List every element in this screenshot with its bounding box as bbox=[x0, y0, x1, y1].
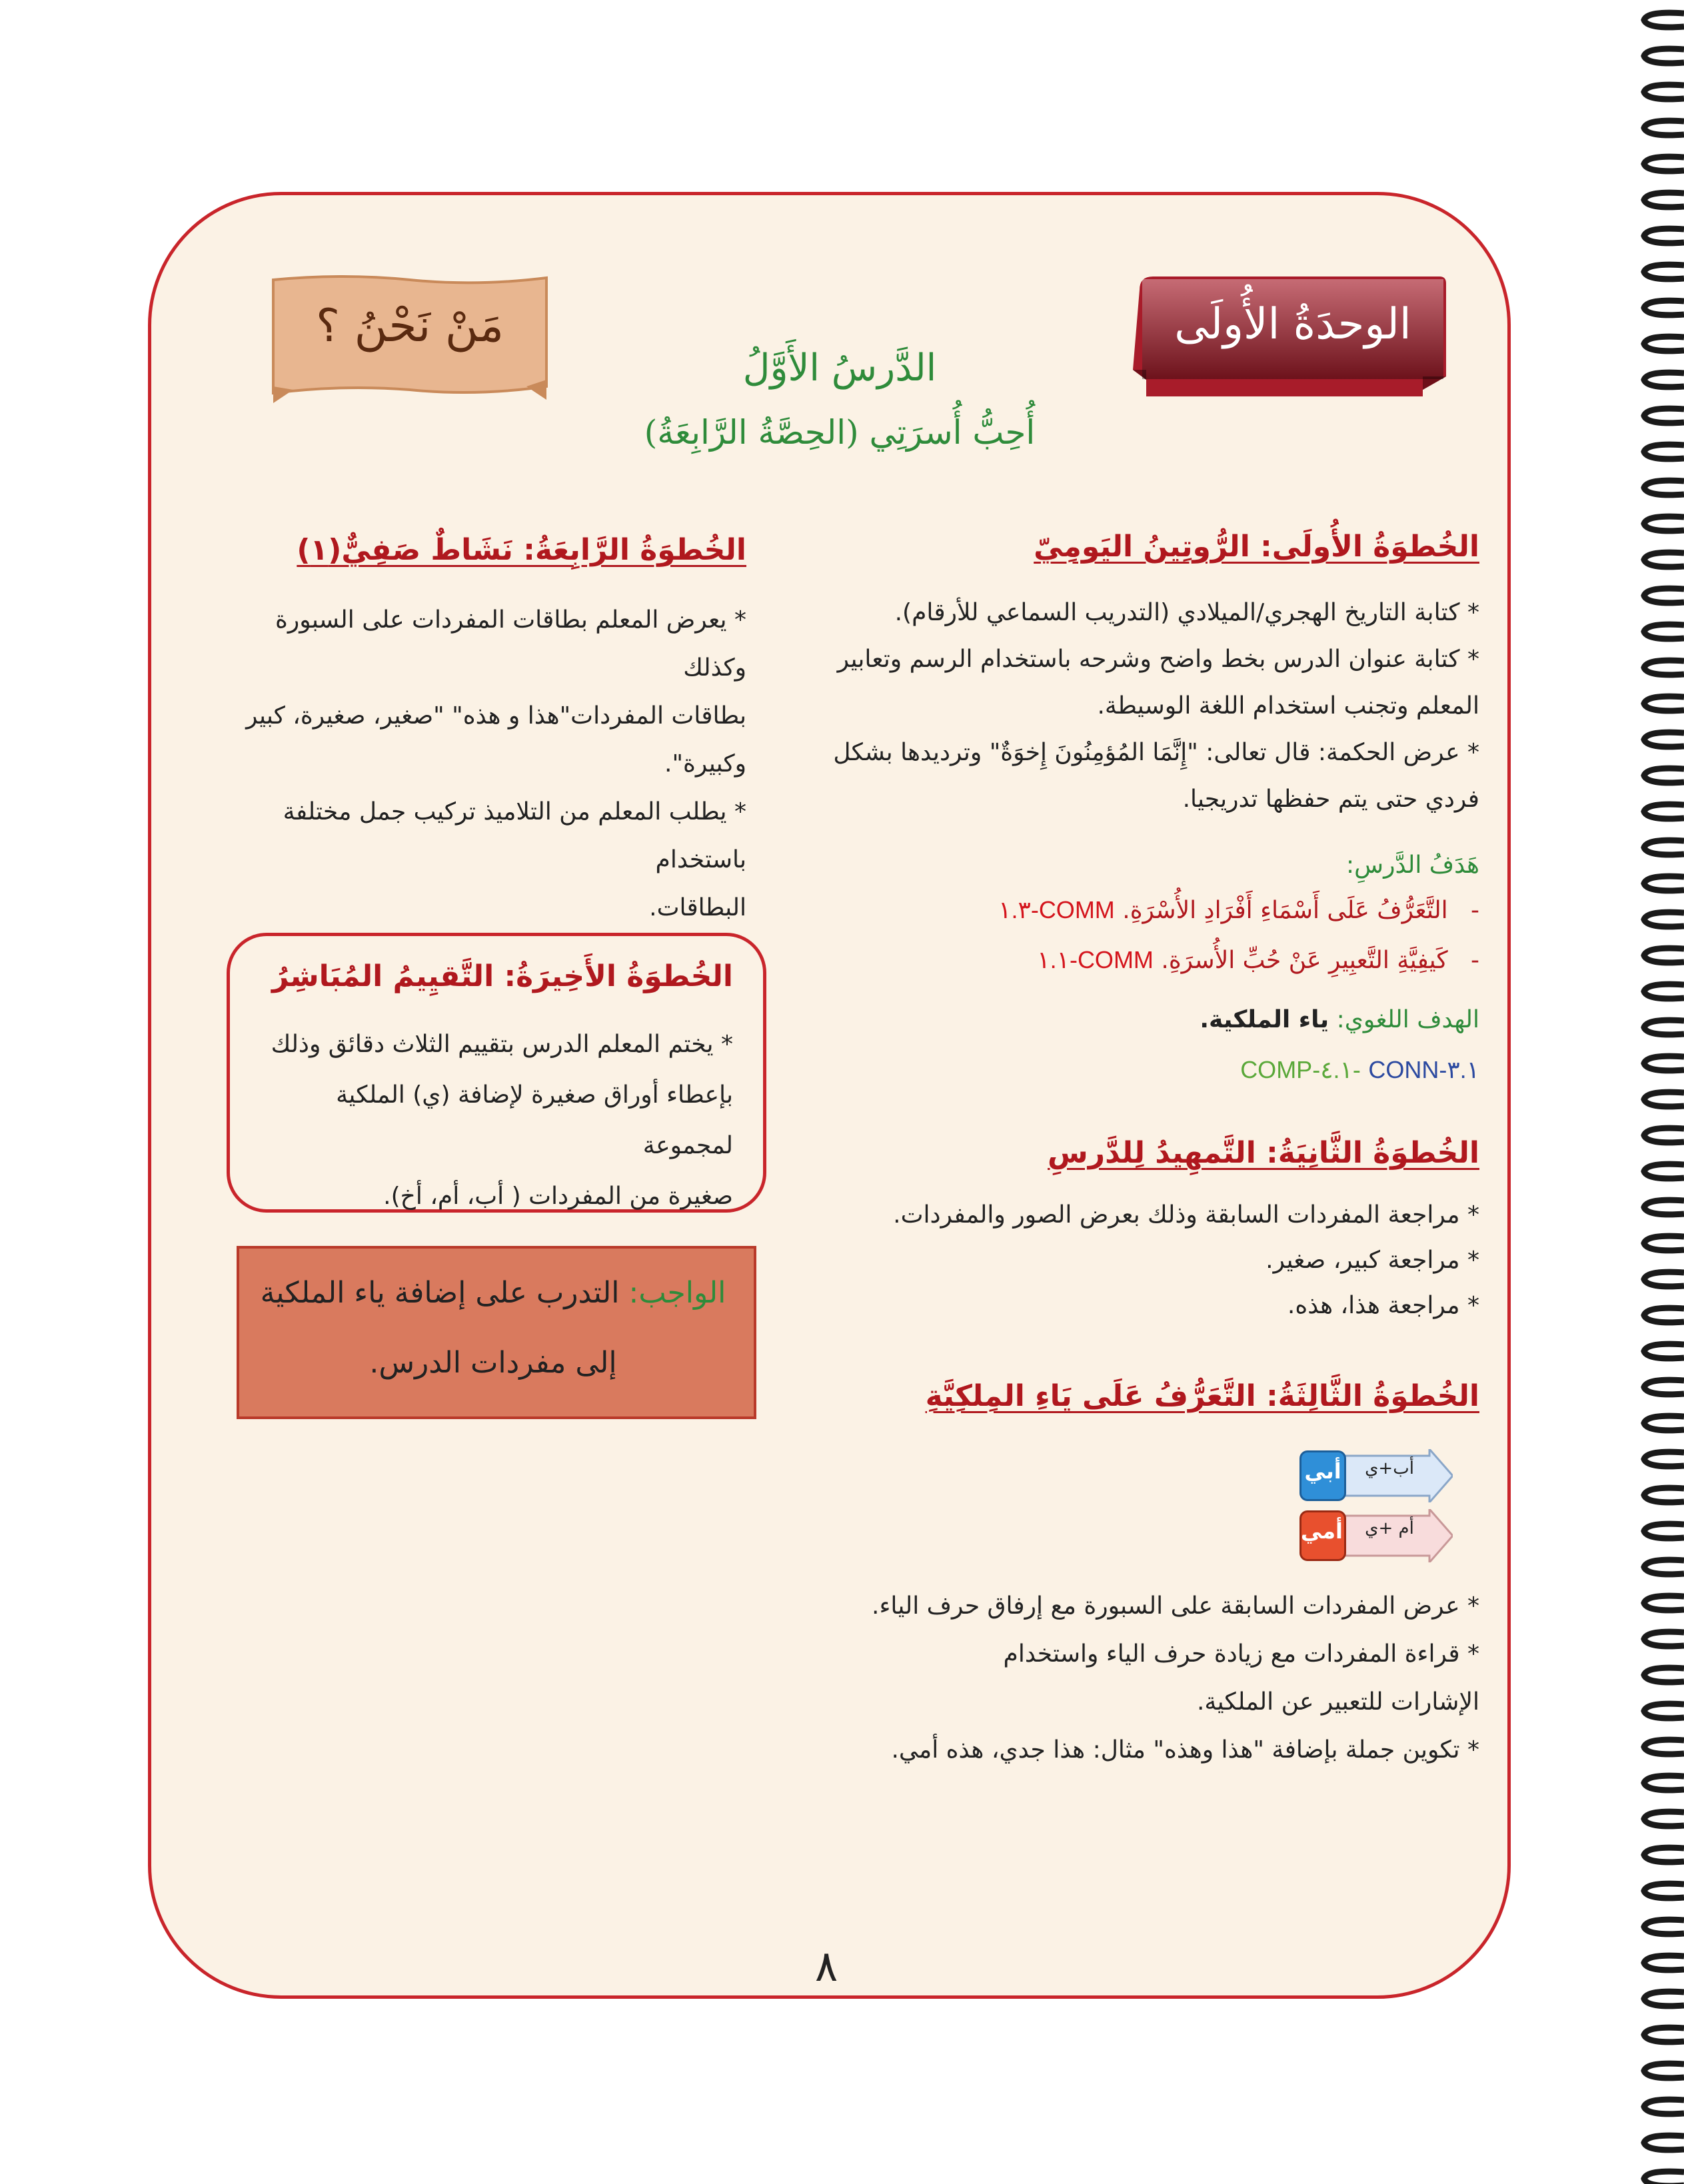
spiral-ring bbox=[1644, 948, 1684, 963]
spiral-ring bbox=[1644, 49, 1684, 63]
spiral-ring bbox=[1644, 768, 1684, 783]
final-step-line: صغيرة من المفردات ( أب، أم، أخ). bbox=[383, 1183, 733, 1210]
spiral-ring bbox=[1644, 85, 1684, 99]
lesson-number: الدَّرسُ الأَوَّلُ bbox=[742, 346, 937, 390]
lesson-banner bbox=[263, 270, 556, 410]
spiral-ring bbox=[1644, 1272, 1684, 1287]
spiral-ring bbox=[1644, 660, 1684, 675]
step4-line: بطاقات المفردات"هذا و هذه" "صغير، صغيرة، كبير bbox=[246, 702, 746, 730]
unit-title: الوحدَةُ الأُولَى bbox=[1174, 300, 1411, 349]
homework-box bbox=[237, 1246, 756, 1419]
spiral-ring bbox=[1644, 1596, 1684, 1610]
goal-item: - التَّعَرُّفُ عَلَى أَسْمَاءِ أَفْرَادِ الأُسْرَةِ. COMM-١.٣ bbox=[998, 896, 1479, 924]
spiral-ring bbox=[1644, 1668, 1684, 1682]
final-step-body bbox=[253, 1019, 733, 1222]
step1-line: * كتابة عنوان الدرس بخط واضح وشرحه باستخدام الرسم وتعابير bbox=[837, 646, 1479, 673]
spiral-ring bbox=[1644, 13, 1684, 27]
spiral-ring bbox=[1644, 1524, 1684, 1538]
homework-text2: إلى مفردات الدرس. bbox=[369, 1346, 617, 1380]
spiral-ring bbox=[1644, 1704, 1684, 1718]
step3-line: الإشارات للتعبير عن الملكية. bbox=[1196, 1688, 1479, 1716]
spiral-ring bbox=[1644, 2027, 1684, 2042]
spiral-ring bbox=[1644, 1452, 1684, 1466]
step3-line: * قراءة المفردات مع زيادة حرف الياء واستخدام bbox=[1003, 1640, 1479, 1668]
spiral-ring bbox=[1644, 876, 1684, 891]
spiral-ring bbox=[1644, 2135, 1684, 2150]
chip-formula: أب+ي bbox=[1365, 1458, 1414, 1478]
spiral-ring bbox=[1644, 1200, 1684, 1215]
step2-line: * مراجعة كبير، صغير. bbox=[1265, 1247, 1479, 1274]
spiral-ring bbox=[1644, 372, 1684, 387]
spiral-ring bbox=[1644, 624, 1684, 639]
spiral-ring bbox=[1644, 1020, 1684, 1035]
goal-code: COMM-١.٣ bbox=[998, 896, 1115, 923]
spiral-ring bbox=[1644, 2099, 1684, 2114]
goal-code: COMM-١.١ bbox=[1037, 946, 1154, 973]
final-step-title: الخُطوَةُ الأَخِيرَةُ: التَّقيِيمُ المُبَاشِرُ bbox=[271, 959, 733, 993]
lesson-subtitle: أُحِبُّ أُسرَتِي (الحِصَّةُ الرَّابِعَةُ) bbox=[644, 413, 1036, 452]
spiral-ring bbox=[1644, 1884, 1684, 1898]
step2-line: * مراجعة المفردات السابقة وذلك بعرض الصور والمفردات. bbox=[893, 1201, 1479, 1229]
code-blue: CONN-٣.١ bbox=[1368, 1056, 1479, 1083]
page-number: ٨ bbox=[814, 1942, 838, 1991]
chip-result-text: أمي bbox=[1300, 1518, 1343, 1544]
step2-body bbox=[820, 1193, 1479, 1329]
spiral-binding bbox=[1624, 0, 1684, 2184]
code-green: COMP-٤.١- bbox=[1240, 1056, 1361, 1083]
spiral-ring bbox=[1644, 1740, 1684, 1754]
spiral-ring bbox=[1644, 732, 1684, 747]
step4-title: الخُطوَةُ الرَّابِعَةُ: نَشَاطٌ صَفِيٌّ(١) bbox=[297, 533, 746, 567]
spiral-ring bbox=[1644, 1380, 1684, 1394]
spiral-ring bbox=[1644, 480, 1684, 495]
homework-line1 bbox=[253, 1276, 733, 1310]
spiral-ring bbox=[1644, 121, 1684, 135]
spiral-ring bbox=[1644, 1308, 1684, 1323]
spiral-ring bbox=[1644, 2063, 1684, 2078]
spiral-ring bbox=[1644, 193, 1684, 207]
standards-codes bbox=[1173, 1056, 1479, 1084]
spiral-ring bbox=[1644, 516, 1684, 531]
step4-line: * يعرض المعلم بطاقات المفردات على السبورة وكذلك bbox=[275, 606, 746, 682]
step1-title: الخُطوَةُ الأُولَى: الرُّوتِينُ اليَومِيّ bbox=[1034, 530, 1479, 564]
chip-formula: أم +ي bbox=[1365, 1518, 1414, 1538]
spiral-ring bbox=[1644, 1164, 1684, 1179]
goal-text: كَيفِيَّةِ التَّعبِيرِ عَنْ حُبِّ الأُسرَةِ. bbox=[1161, 947, 1448, 974]
step4-line: وكبيرة". bbox=[664, 750, 746, 778]
spiral-ring bbox=[1644, 444, 1684, 459]
spiral-ring bbox=[1644, 1955, 1684, 1970]
spiral-ring bbox=[1644, 2171, 1684, 2184]
spiral-ring bbox=[1644, 1488, 1684, 1502]
final-step-line: بإعطاء أوراق صغيرة لإضافة (ي) الملكية لمجموعة bbox=[336, 1081, 733, 1159]
spiral-ring bbox=[1644, 1560, 1684, 1574]
step1-line: * كتابة التاريخ الهجري/الميلادي (التدريب السماعي للأرقام). bbox=[894, 599, 1479, 626]
spiral-ring bbox=[1644, 1344, 1684, 1359]
spiral-ring bbox=[1644, 336, 1684, 351]
homework-text1: التدرب على إضافة ياء الملكية bbox=[260, 1276, 620, 1310]
spiral-ring bbox=[1644, 1776, 1684, 1790]
goal-text: التَّعَرُّفُ عَلَى أَسْمَاءِ أَفْرَادِ الأُسْرَةِ. bbox=[1122, 897, 1448, 924]
goal-item: - كَيفِيَّةِ التَّعبِيرِ عَنْ حُبِّ الأُسرَةِ. COMM-١.١ bbox=[1037, 946, 1479, 974]
spiral-ring bbox=[1644, 1632, 1684, 1646]
spiral-ring bbox=[1644, 1416, 1684, 1430]
step2-line: * مراجعة هذا، هذه. bbox=[1287, 1292, 1479, 1319]
spiral-ring bbox=[1644, 588, 1684, 603]
ling-value: ياء الملكية. bbox=[1200, 1006, 1329, 1033]
step4-line: * يطلب المعلم من التلاميذ تركيب جمل مختلفة باستخدام bbox=[283, 798, 746, 873]
spiral-ring bbox=[1644, 804, 1684, 819]
spiral-ring bbox=[1644, 1848, 1684, 1862]
step1-line: فردي حتى يتم حفظها تدريجيا. bbox=[1182, 786, 1479, 813]
step3-body bbox=[820, 1582, 1479, 1774]
spiral-ring bbox=[1644, 157, 1684, 171]
spiral-ring bbox=[1644, 1056, 1684, 1071]
spiral-ring bbox=[1644, 265, 1684, 279]
spiral-ring bbox=[1644, 1812, 1684, 1826]
step3-line: * عرض المفردات السابقة على السبورة مع إرفاق حرف الياء. bbox=[872, 1592, 1479, 1620]
spiral-ring bbox=[1644, 1128, 1684, 1143]
spiral-ring bbox=[1644, 1991, 1684, 2006]
ling-label: الهدف اللغوي: bbox=[1336, 1006, 1479, 1033]
homework-label: الواجب: bbox=[628, 1276, 726, 1310]
chip-result-text: أبي bbox=[1304, 1458, 1341, 1484]
spiral-ring bbox=[1644, 408, 1684, 423]
step1-body bbox=[820, 590, 1479, 823]
spiral-ring bbox=[1644, 1092, 1684, 1107]
spiral-ring bbox=[1644, 229, 1684, 243]
spiral-ring bbox=[1644, 1919, 1684, 1934]
spiral-ring bbox=[1644, 912, 1684, 927]
spiral-ring bbox=[1644, 840, 1684, 855]
spiral-ring bbox=[1644, 1236, 1684, 1251]
step4-line: البطاقات. bbox=[649, 894, 746, 921]
step4-body bbox=[213, 596, 746, 932]
final-step-line: * يختم المعلم الدرس بتقييم الثلاث دقائق وذلك bbox=[271, 1031, 733, 1058]
step1-line: * عرض الحكمة: قال تعالى: "إِنَّمَا المُؤمِنُونَ إِخوَةٌ" وترديدها بشكل bbox=[833, 739, 1479, 766]
step3-title: الخُطوَةُ الثَّالِثَةُ: التَّعَرُّفُ عَلَى يَاءِ المِلكِيَّةِ bbox=[925, 1379, 1479, 1413]
spiral-ring bbox=[1644, 696, 1684, 711]
spiral-ring bbox=[1644, 984, 1684, 999]
goal-label: هَدَفُ الدَّرسِ: bbox=[1346, 851, 1479, 879]
chip-row bbox=[1299, 1509, 1453, 1562]
spiral-ring bbox=[1644, 552, 1684, 567]
unit-banner bbox=[1126, 263, 1453, 410]
lesson-banner-title: مَنْ نَحْنُ ؟ bbox=[315, 300, 504, 352]
step2-title: الخُطوَةُ الثَّانِيَةُ: التَّمهِيدُ لِلدَّرسِ bbox=[1048, 1136, 1479, 1170]
step3-line: * تكوين جملة بإضافة "هذا وهذه" مثال: هذا جدي، هذه أمي. bbox=[891, 1736, 1479, 1764]
step1-line: المعلم وتجنب استخدام اللغة الوسيطة. bbox=[1097, 692, 1479, 720]
linguistic-goal bbox=[1066, 1006, 1479, 1033]
chip-row bbox=[1299, 1449, 1453, 1502]
spiral-ring bbox=[1644, 300, 1684, 315]
